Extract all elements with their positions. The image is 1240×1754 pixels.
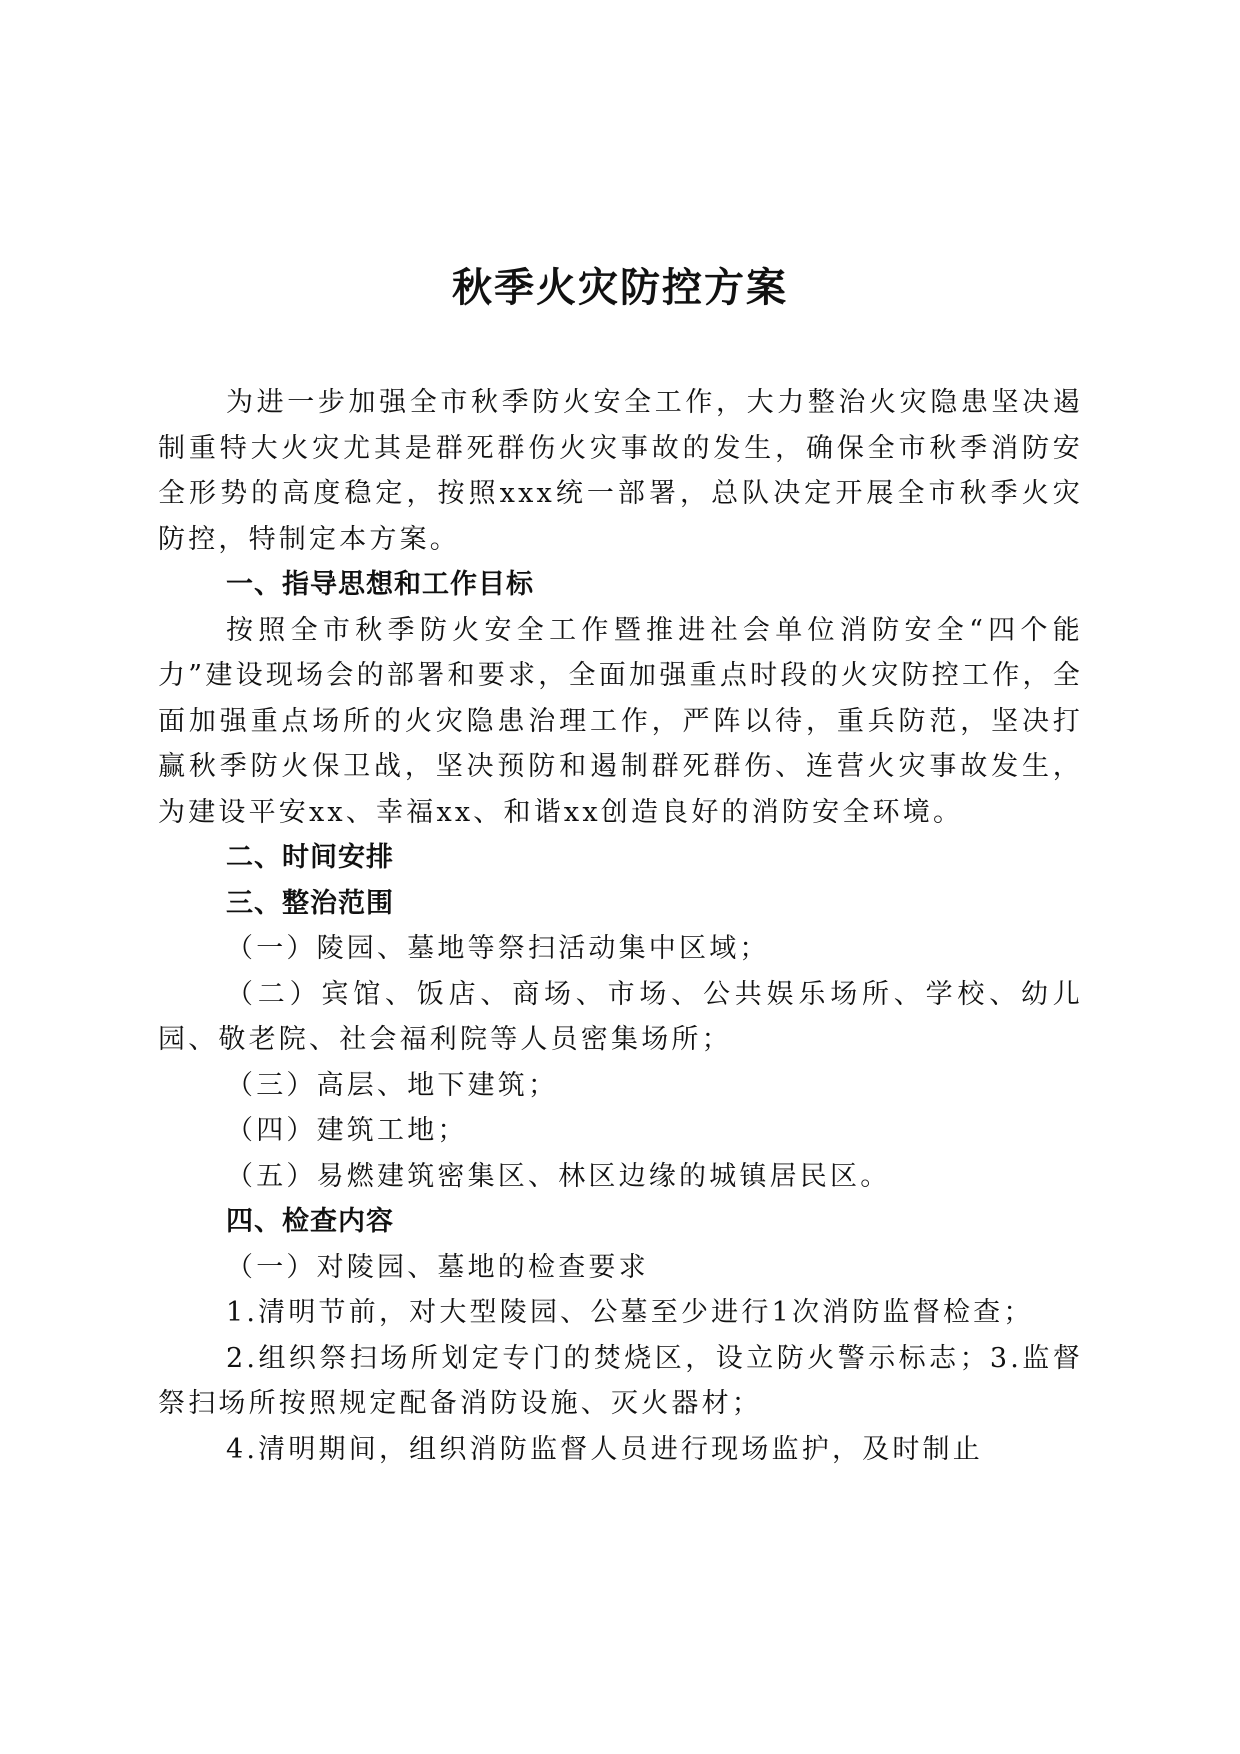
section-heading-1: 一、指导思想和工作目标	[226, 569, 534, 600]
scope-item-1: （一）陵园、墓地等祭扫活动集中区域；	[226, 933, 770, 964]
check-subsection-1: （一）对陵园、墓地的检查要求	[226, 1251, 649, 1283]
check-item-2-3: 2.组织祭扫场所划定专门的焚烧区，设立防火警示标志；3.监督祭扫场所按照规定配备消防设施、灭火器材；	[158, 1342, 1083, 1419]
section-heading-4: 四、检查内容	[226, 1206, 394, 1237]
section-1-paragraph: 按照全市秋季防火安全工作暨推进社会单位消防安全“四个能力”建设现场会的部署和要求，全面加强重点时段的火灾防控工作，全面加强重点场所的火灾隐患治理工作，严阵以待，重兵防范，坚决打赢秋季防火保卫战，坚决预防和遏制群死群伤、连营火灾事故发生，为建设平安xx、幸福xx、和谐xx创造良好的消防安全环境。	[158, 614, 1083, 828]
check-item-4: 4.清明期间，组织消防监督人员进行现场监护，及时制止	[226, 1433, 983, 1465]
document-body	[158, 380, 1083, 1472]
scope-item-5: （五）易燃建筑密集区、林区边缘的城镇居民区。	[226, 1160, 891, 1192]
scope-item-2: （二）宾馆、饭店、商场、市场、公共娱乐场所、学校、幼儿园、敬老院、社会福利院等人员密集场所；	[158, 978, 1083, 1055]
section-heading-3: 三、整治范围	[226, 887, 394, 919]
section-heading-2: 二、时间安排	[226, 842, 394, 873]
intro-paragraph: 为进一步加强全市秋季防火安全工作，大力整治火灾隐患坚决遏制重特大火灾尤其是群死群伤火灾事故的发生，确保全市秋季消防安全形势的高度稳定，按照xxx统一部署，总队决定开展全市秋季火灾防控，特制定本方案。	[158, 387, 1083, 555]
scope-item-4: （四）建筑工地；	[226, 1115, 468, 1146]
scope-item-3: （三）高层、地下建筑；	[226, 1069, 559, 1101]
check-item-1: 1.清明节前，对大型陵园、公墓至少进行1次消防监督检查；	[226, 1297, 1034, 1328]
document-title: 秋季火灾防控方案	[452, 264, 788, 311]
